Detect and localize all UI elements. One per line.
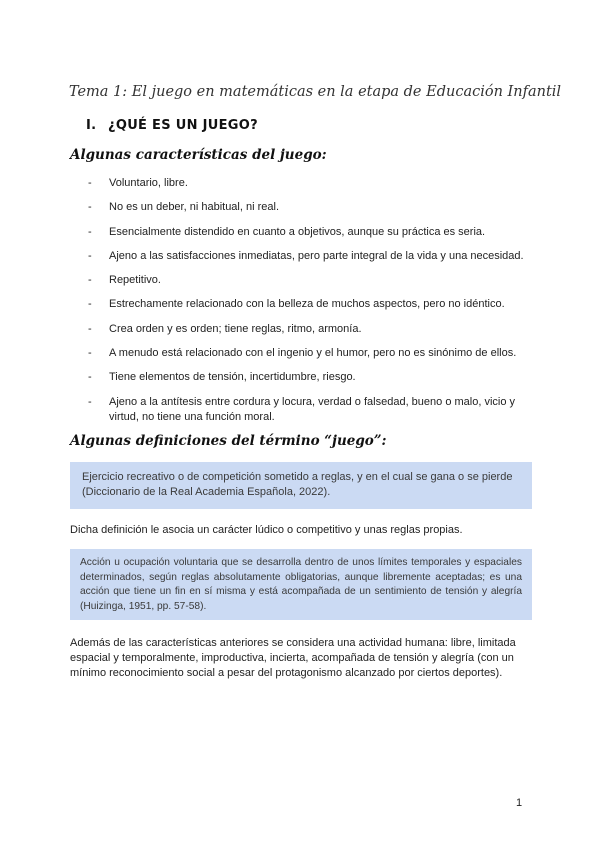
list-item: - Tiene elementos de tensión, incertidumbre, riesgo. bbox=[88, 371, 356, 384]
list-item: - Estrechamente relacionado con la belleza de muchos aspectos, pero no idéntico. bbox=[88, 298, 505, 311]
bullet-dash: - bbox=[88, 274, 92, 287]
definition-quote-rae: Ejercicio recreativo o de competición sometido a reglas, y en el cual se gana o se pierde (Diccionario de la Real Academia Española, 2022). bbox=[70, 462, 532, 509]
definition-quote-huizinga: Acción u ocupación voluntaria que se desarrolla dentro de unos límites temporales y espaciales determinados, según reglas absolutamente obligatorias, aunque libremente aceptadas; es una acción que tiene un fin en sí misma y está acompañada de un sentimiento de tensión y alegría (Huizinga, 1951, pp. 57-58). bbox=[70, 549, 532, 620]
list-item: - Crea orden y es orden; tiene reglas, ritmo, armonía. bbox=[88, 322, 362, 335]
characteristics-list bbox=[88, 176, 528, 425]
bullet-dash: - bbox=[88, 225, 92, 238]
page-number: 1 bbox=[516, 797, 523, 809]
bullet-dash: - bbox=[88, 395, 92, 408]
document-title: Tema 1: El juego en matemáticas en la etapa de Educación Infantil bbox=[68, 84, 562, 100]
paragraph-summary: Además de las características anteriores se considera una actividad humana: libre, limitada espacial y temporalmente, improductiva, incierta, acompañada de tensión y alegría (con un mínimo reconocimiento social a pesar del protagonismo alcanzado por ciertos deportes). bbox=[70, 637, 516, 679]
subheading-definitions: Algunas definiciones del término “juego”: bbox=[70, 433, 387, 449]
bullet-dash: - bbox=[88, 177, 92, 189]
bullet-dash: - bbox=[88, 249, 92, 262]
list-item: - Ajeno a la antítesis entre cordura y locura, verdad o falsedad, bueno o malo, vicio y virtud, no tiene una función moral. bbox=[88, 395, 516, 423]
bullet-dash: - bbox=[88, 371, 92, 384]
list-item: - No es un deber, ni habitual, ni real. bbox=[88, 201, 280, 214]
list-item: - Esencialmente distendido en cuanto a objetivos, aunque su práctica es seria. bbox=[88, 225, 486, 238]
list-item: - Voluntario, libre. bbox=[88, 177, 188, 189]
bullet-dash: - bbox=[88, 298, 92, 311]
section-heading bbox=[86, 118, 258, 133]
bullet-dash: - bbox=[88, 347, 92, 360]
list-item: - Ajeno a las satisfacciones inmediatas, pero parte integral de la vida y una necesidad. bbox=[88, 249, 524, 262]
list-item: - A menudo está relacionado con el ingenio y el humor, pero no es sinónimo de ellos. bbox=[88, 347, 517, 360]
section-number: I. bbox=[86, 118, 97, 133]
section-heading-text: ¿QUÉ ES UN JUEGO? bbox=[108, 118, 258, 133]
list-item: - Repetitivo. bbox=[88, 274, 161, 287]
bullet-dash: - bbox=[88, 322, 92, 335]
paragraph-definition-note: Dicha definición le asocia un carácter lúdico o competitivo y unas reglas propias. bbox=[70, 524, 463, 536]
bullet-dash: - bbox=[88, 201, 92, 214]
subheading-characteristics: Algunas características del juego: bbox=[70, 147, 327, 163]
